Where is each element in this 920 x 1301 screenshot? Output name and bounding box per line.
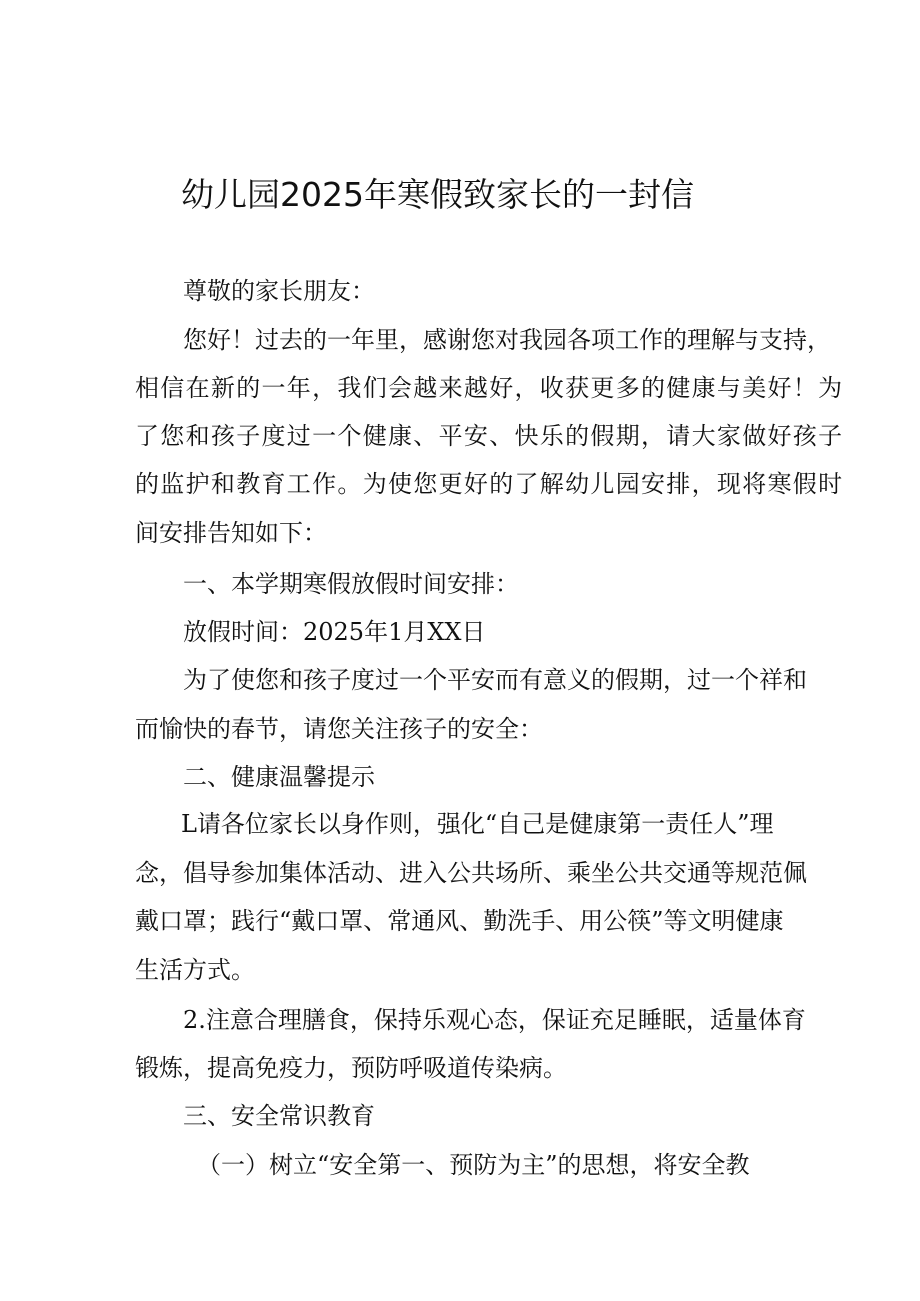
health-item-2-line-2: 锻炼，提高免疫力，预防呼吸道传染病。 bbox=[135, 1054, 567, 1082]
salutation: 尊敬的家长朋友： bbox=[183, 277, 375, 305]
health-item-1-line-2: 念，倡导参加集体活动、进入公共场所、乘坐公共交通等规范佩 bbox=[135, 859, 807, 887]
intro-line-2: 相信在新的一年，我们会越来越好，收获更多的健康与美好！为 bbox=[135, 374, 844, 402]
section-1-heading: 一、本学期寒假放假时间安排： bbox=[183, 570, 519, 598]
intro-line-1: 您好！过去的一年里，感谢您对我园各项工作的理解与支持， bbox=[183, 326, 831, 354]
section-1-line-2: 而愉快的春节，请您关注孩子的安全： bbox=[135, 715, 543, 743]
health-item-1-line-3: 戴口罩；践行“戴口罩、常通风、勤洗手、用公筷”等文明健康 bbox=[135, 907, 784, 935]
intro-line-4: 的监护和教育工作。为使您更好的了解幼儿园安排，现将寒假时 bbox=[135, 470, 844, 498]
holiday-date: 放假时间：2025年1月XX日 bbox=[183, 618, 486, 646]
health-item-1-line-4: 生活方式。 bbox=[135, 956, 255, 984]
health-item-1-line-1: L请各位家长以身作则，强化“自己是健康第一责任人”理 bbox=[181, 810, 774, 838]
section-2-heading: 二、健康温馨提示 bbox=[183, 763, 375, 791]
safety-sub-1-line-1: （一）树立“安全第一、预防为主”的思想，将安全教 bbox=[197, 1151, 750, 1179]
intro-line-5: 间安排告知如下： bbox=[135, 519, 327, 547]
document-title: 幼儿园2025年寒假致家长的一封信 bbox=[181, 175, 694, 214]
health-item-2-line-1: 2.注意合理膳食，保持乐观心态，保证充足睡眠，适量体育 bbox=[183, 1006, 806, 1034]
section-1-line-1: 为了使您和孩子度过一个平安而有意义的假期，过一个祥和 bbox=[183, 666, 807, 694]
intro-line-3: 了您和孩子度过一个健康、平安、快乐的假期，请大家做好孩子 bbox=[135, 422, 844, 450]
section-3-heading: 三、安全常识教育 bbox=[183, 1102, 375, 1130]
